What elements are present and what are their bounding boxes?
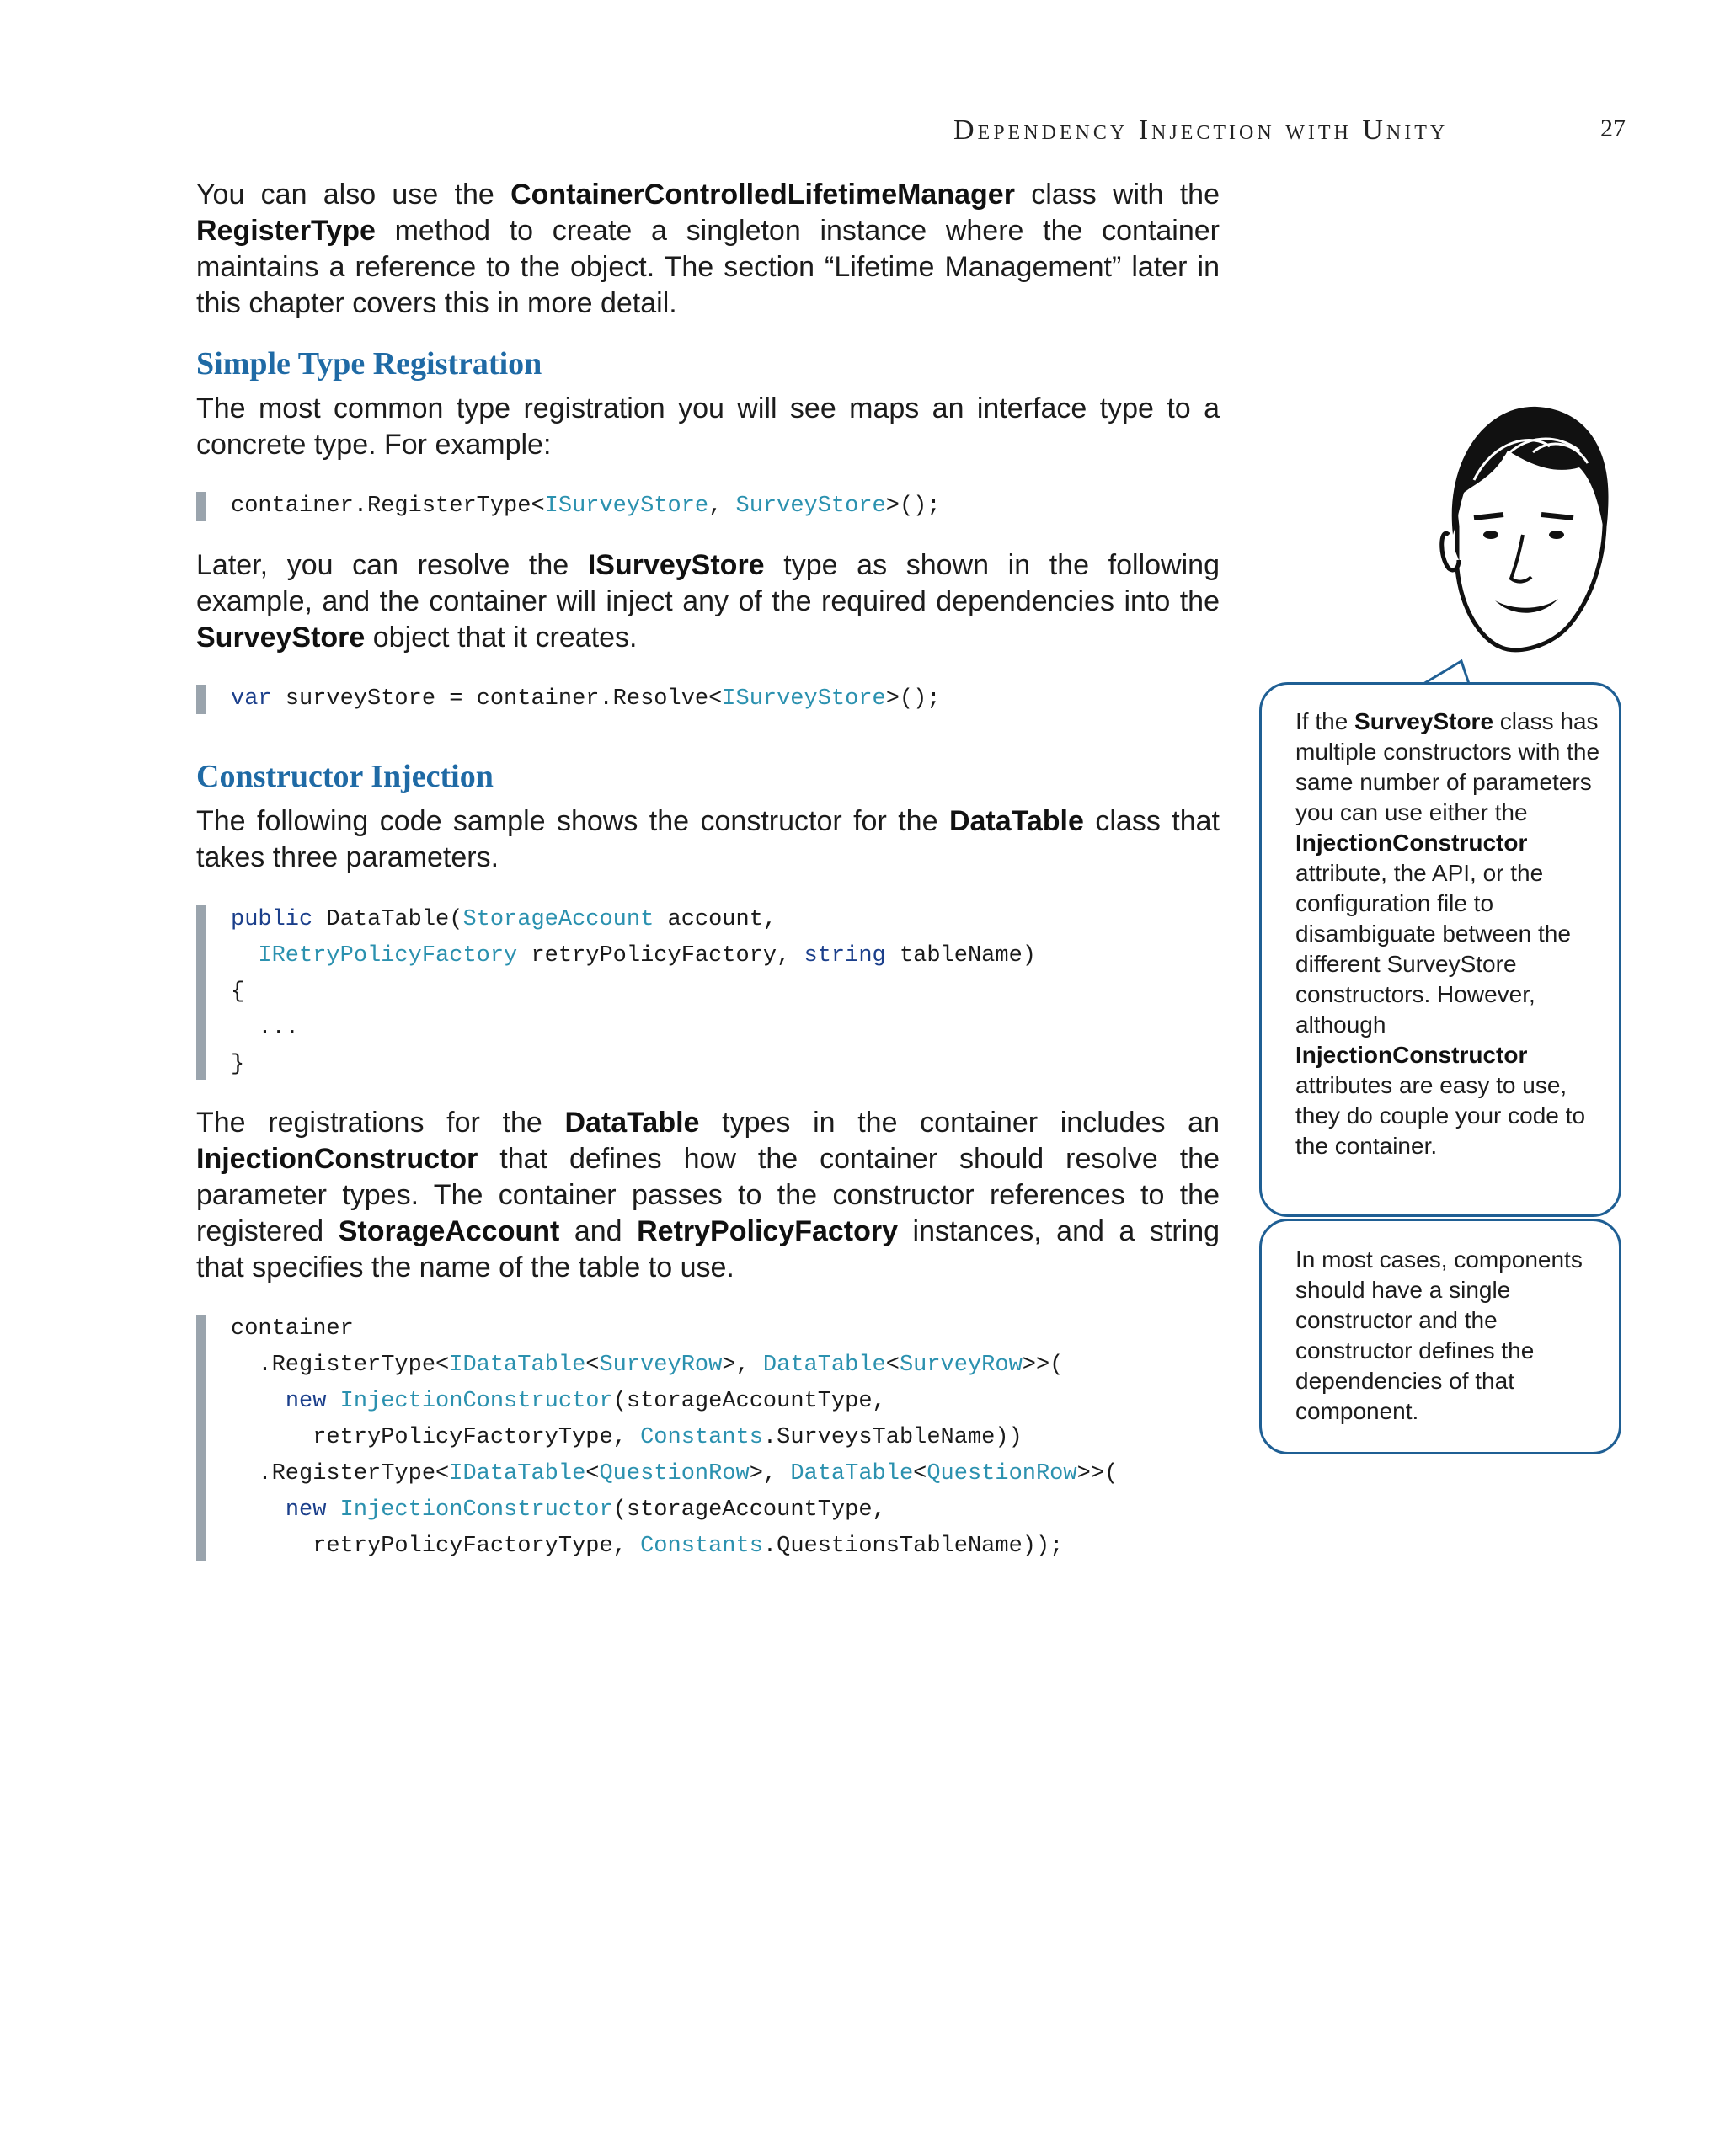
code-block-register-type: container.RegisterType<ISurveyStore, SurveyStore>(); xyxy=(196,488,1220,525)
callout-single-constructor: In most cases, components should have a single constructor and the constructor defines the dependencies of that component. xyxy=(1259,1219,1621,1454)
code-line: IRetryPolicyFactory retryPolicyFactory, string tableName) xyxy=(258,943,1036,969)
code-line: retryPolicyFactoryType, Constants.SurveysTableName)) xyxy=(231,1425,1023,1450)
code-line: .RegisterType<IDataTable<SurveyRow>, DataTable<SurveyRow>>( xyxy=(231,1353,1064,1378)
paragraph-resolve: Later, you can resolve the ISurveyStore type as shown in the following example, and the container will inject any of the required dependencies into the SurveyStore object that it creates. xyxy=(196,549,1220,654)
heading-simple-type-registration: Simple Type Registration xyxy=(196,346,542,382)
running-head: Dependency Injection with Unity xyxy=(953,115,1449,146)
paragraph-singleton: You can also use the ContainerControlledLifetimeManager class with the RegisterType method to create a singleton instance where the container maintains a reference to the object. The section “Lifetime Management” later in this chapter covers this in more detail. xyxy=(196,179,1220,319)
paragraph-datatable-ctor: The following code sample shows the constructor for the DataTable class that takes three parameters. xyxy=(196,805,1220,873)
code-line: .RegisterType<IDataTable<QuestionRow>, DataTable<QuestionRow>>( xyxy=(231,1461,1119,1486)
code-line: container xyxy=(231,1316,354,1342)
code-block-datatable-constructor xyxy=(196,902,1220,1083)
heading-constructor-injection: Constructor Injection xyxy=(196,759,494,794)
code-line: ... xyxy=(231,1016,300,1041)
callout-constructor-ambiguity: If the SurveyStore class has multiple constructors with the same number of parameters you can use either the InjectionConstructor attribute, the API, or the configuration file to disambiguate between the different SurveyStore constructors. However, although InjectionConstructor attributes are easy to use, they do couple your code to the container. xyxy=(1259,682,1621,1217)
paragraph-common-registration: The most common type registration you will see maps an interface type to a concrete type. For example: xyxy=(196,392,1220,461)
code-line: } xyxy=(231,1052,245,1077)
code-bar xyxy=(196,685,206,714)
author-avatar-illustration xyxy=(1423,400,1617,661)
code-line: new InjectionConstructor(storageAccountType, xyxy=(285,1497,886,1523)
main-column xyxy=(196,177,1220,1565)
code-block-resolve: var surveyStore = container.Resolve<ISurveyStore>(); xyxy=(196,681,1220,718)
code-line: new InjectionConstructor(storageAccountType, xyxy=(285,1389,886,1414)
code-line: { xyxy=(231,979,245,1005)
paragraph-registrations: The registrations for the DataTable types in the container includes an InjectionConstructor that defines how the container should resolve the parameter types. The container passes to the constructor references to the registered StorageAccount and RetryPolicyFactory instances, and a string that specifies the name of the table to use. xyxy=(196,1107,1220,1283)
code-line: public DataTable(StorageAccount account, xyxy=(231,907,777,932)
code-bar xyxy=(196,1315,206,1561)
code-bar xyxy=(196,905,206,1080)
code-bar xyxy=(196,492,206,521)
page-number: 27 xyxy=(1600,115,1626,142)
code-block-container-registration xyxy=(196,1311,1220,1565)
code-line: retryPolicyFactoryType, Constants.QuestionsTableName)); xyxy=(231,1534,1064,1559)
running-header xyxy=(927,115,1626,148)
